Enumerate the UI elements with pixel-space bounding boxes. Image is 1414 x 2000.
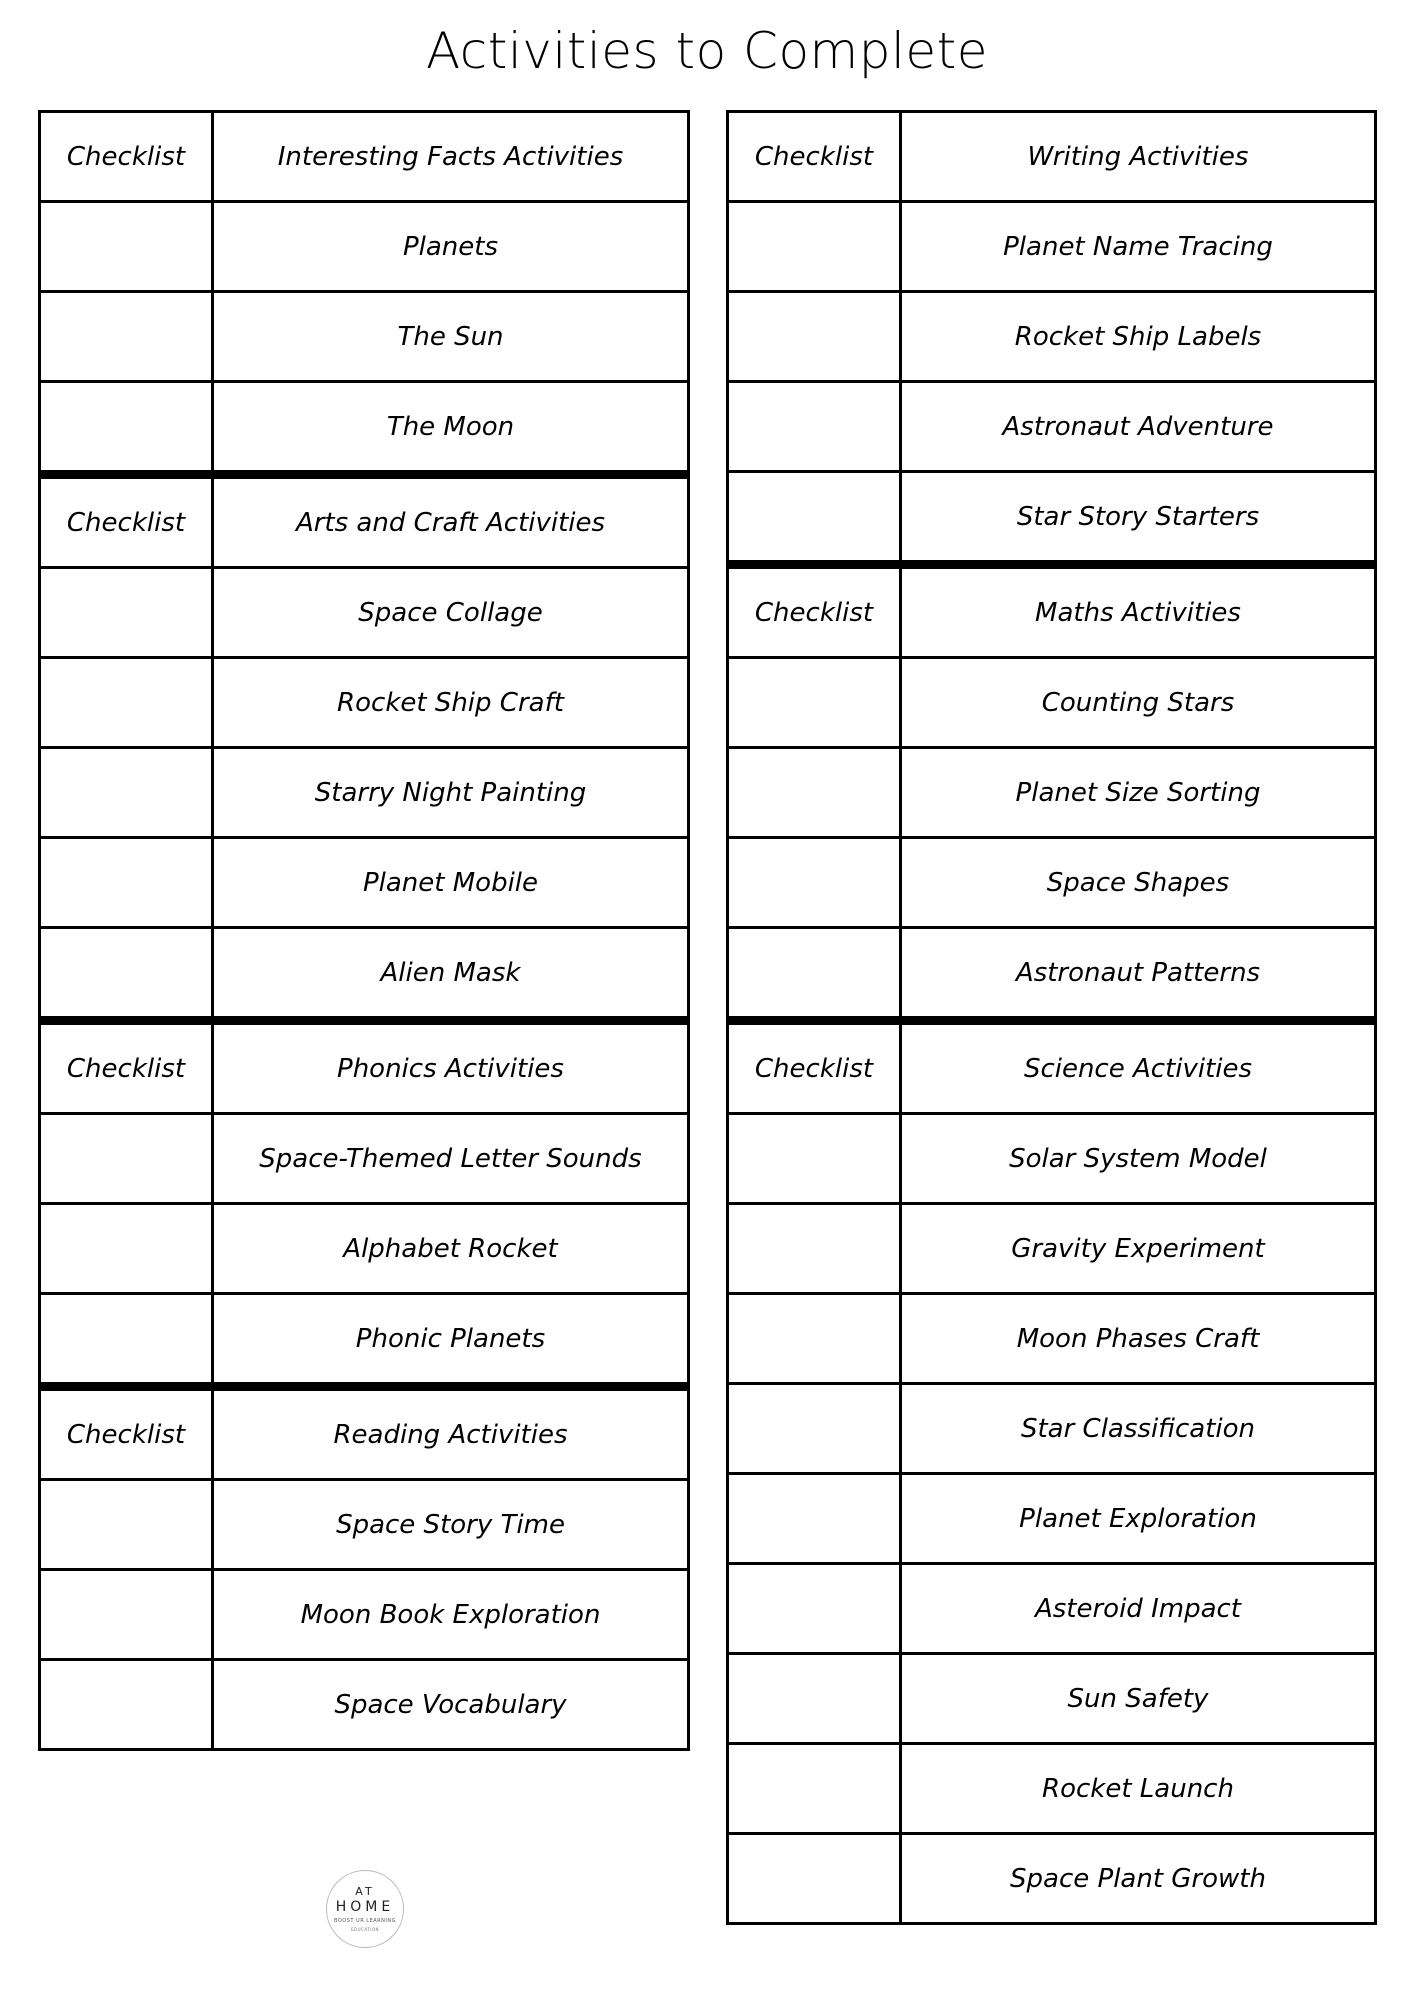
activity-item: Moon Phases Craft xyxy=(901,1294,1376,1384)
logo-line-3: BOOST UR LEARNING xyxy=(334,1918,396,1924)
table-header-row xyxy=(40,476,689,568)
section-heading: Writing Activities xyxy=(901,112,1376,202)
section-heading: Science Activities xyxy=(901,1022,1376,1114)
activity-table xyxy=(38,110,690,473)
checkbox-cell[interactable] xyxy=(40,1204,213,1294)
section-heading: Interesting Facts Activities xyxy=(213,112,689,202)
checkbox-cell[interactable] xyxy=(728,472,901,562)
table-header-row xyxy=(40,112,689,202)
table-row xyxy=(40,1660,689,1750)
activity-item: Star Story Starters xyxy=(901,472,1376,562)
activity-item: Rocket Ship Labels xyxy=(901,292,1376,382)
activity-item: Counting Stars xyxy=(901,658,1376,748)
checklist-header: Checklist xyxy=(40,476,213,568)
table-row xyxy=(728,838,1376,928)
checkbox-cell[interactable] xyxy=(40,838,213,928)
checkbox-cell[interactable] xyxy=(728,1384,901,1474)
table-row xyxy=(728,1294,1376,1384)
table-row xyxy=(728,1474,1376,1564)
activity-item: Gravity Experiment xyxy=(901,1204,1376,1294)
table-header-row xyxy=(40,1022,689,1114)
activity-item: Moon Book Exploration xyxy=(213,1570,689,1660)
table-row xyxy=(40,382,689,472)
activity-item: Alphabet Rocket xyxy=(213,1204,689,1294)
table-row xyxy=(40,568,689,658)
activity-item: Space Shapes xyxy=(901,838,1376,928)
table-row xyxy=(40,202,689,292)
table-row xyxy=(40,748,689,838)
activity-item: Planet Mobile xyxy=(213,838,689,928)
checklist-header: Checklist xyxy=(40,1388,213,1480)
table-row xyxy=(728,1654,1376,1744)
table-header-row xyxy=(40,1388,689,1480)
checkbox-cell[interactable] xyxy=(40,1114,213,1204)
section-heading: Maths Activities xyxy=(901,566,1376,658)
checkbox-cell[interactable] xyxy=(728,658,901,748)
checkbox-cell[interactable] xyxy=(728,382,901,472)
activity-item: Space Plant Growth xyxy=(901,1834,1376,1924)
table-row xyxy=(40,658,689,748)
activity-item: The Moon xyxy=(213,382,689,472)
checkbox-cell[interactable] xyxy=(728,1564,901,1654)
checkbox-cell[interactable] xyxy=(40,748,213,838)
checkbox-cell[interactable] xyxy=(728,1114,901,1204)
activity-item: Rocket Ship Craft xyxy=(213,658,689,748)
checkbox-cell[interactable] xyxy=(728,292,901,382)
table-row xyxy=(40,1570,689,1660)
at-home-logo xyxy=(326,1870,404,1948)
activity-item: Planets xyxy=(213,202,689,292)
table-row xyxy=(40,1114,689,1204)
checklist-header: Checklist xyxy=(728,112,901,202)
section-heading: Reading Activities xyxy=(213,1388,689,1480)
checkbox-cell[interactable] xyxy=(40,382,213,472)
activity-item: Solar System Model xyxy=(901,1114,1376,1204)
checkbox-cell[interactable] xyxy=(728,1654,901,1744)
checkbox-cell[interactable] xyxy=(40,1294,213,1384)
table-row xyxy=(728,1564,1376,1654)
table-row xyxy=(40,1294,689,1384)
activity-item: Astronaut Adventure xyxy=(901,382,1376,472)
table-row xyxy=(40,838,689,928)
page-title: Activities to Complete xyxy=(425,22,989,80)
activity-item: Astronaut Patterns xyxy=(901,928,1376,1018)
table-row xyxy=(728,1204,1376,1294)
activity-item: Planet Exploration xyxy=(901,1474,1376,1564)
checkbox-cell[interactable] xyxy=(40,568,213,658)
activity-item: Planet Name Tracing xyxy=(901,202,1376,292)
table-row xyxy=(728,472,1376,562)
table-header-row xyxy=(728,1022,1376,1114)
table-row xyxy=(728,748,1376,838)
activity-table xyxy=(726,563,1377,1019)
section-heading: Phonics Activities xyxy=(213,1022,689,1114)
activity-table xyxy=(38,473,690,1019)
table-row xyxy=(728,292,1376,382)
activity-table xyxy=(726,1019,1377,1925)
table-row xyxy=(40,292,689,382)
checkbox-cell[interactable] xyxy=(40,1570,213,1660)
activity-item: Planet Size Sorting xyxy=(901,748,1376,838)
checkbox-cell[interactable] xyxy=(728,1834,901,1924)
activity-item: Space Collage xyxy=(213,568,689,658)
table-row xyxy=(728,202,1376,292)
checkbox-cell[interactable] xyxy=(40,202,213,292)
activity-item: Space Vocabulary xyxy=(213,1660,689,1750)
activity-table xyxy=(726,110,1377,563)
right-column xyxy=(726,110,1377,1925)
activity-item: Space-Themed Letter Sounds xyxy=(213,1114,689,1204)
activity-item: Star Classification xyxy=(901,1384,1376,1474)
logo-line-4: EDUCATION xyxy=(350,1927,380,1932)
checkbox-cell[interactable] xyxy=(40,928,213,1018)
checkbox-cell[interactable] xyxy=(40,292,213,382)
activity-item: Sun Safety xyxy=(901,1654,1376,1744)
activity-item: Space Story Time xyxy=(213,1480,689,1570)
table-row xyxy=(728,1744,1376,1834)
activity-item: Asteroid Impact xyxy=(901,1564,1376,1654)
activity-item: Rocket Launch xyxy=(901,1744,1376,1834)
table-row xyxy=(728,928,1376,1018)
checkbox-cell[interactable] xyxy=(40,658,213,748)
checklist-header: Checklist xyxy=(40,1022,213,1114)
table-row xyxy=(728,658,1376,748)
table-header-row xyxy=(728,112,1376,202)
table-header-row xyxy=(728,566,1376,658)
table-row xyxy=(728,382,1376,472)
checklist-header: Checklist xyxy=(728,566,901,658)
left-column xyxy=(38,110,690,1751)
activity-table xyxy=(38,1019,690,1385)
activity-table xyxy=(38,1385,690,1751)
table-row xyxy=(40,928,689,1018)
table-row xyxy=(40,1480,689,1570)
checkbox-cell[interactable] xyxy=(728,202,901,292)
table-row xyxy=(728,1114,1376,1204)
checkbox-cell[interactable] xyxy=(728,1294,901,1384)
table-row xyxy=(728,1834,1376,1924)
checkbox-cell[interactable] xyxy=(40,1660,213,1750)
table-row xyxy=(728,1384,1376,1474)
checkbox-cell[interactable] xyxy=(728,1744,901,1834)
checkbox-cell[interactable] xyxy=(40,1480,213,1570)
activity-item: Starry Night Painting xyxy=(213,748,689,838)
checklist-header: Checklist xyxy=(40,112,213,202)
activity-item: Alien Mask xyxy=(213,928,689,1018)
table-row xyxy=(40,1204,689,1294)
checklist-header: Checklist xyxy=(728,1022,901,1114)
logo-line-1: AT xyxy=(355,1885,375,1898)
checkbox-cell[interactable] xyxy=(728,1204,901,1294)
checkbox-cell[interactable] xyxy=(728,838,901,928)
checkbox-cell[interactable] xyxy=(728,928,901,1018)
activity-item: The Sun xyxy=(213,292,689,382)
logo-line-2: HOME xyxy=(335,1899,395,1915)
activity-item: Phonic Planets xyxy=(213,1294,689,1384)
section-heading: Arts and Craft Activities xyxy=(213,476,689,568)
checkbox-cell[interactable] xyxy=(728,748,901,838)
checkbox-cell[interactable] xyxy=(728,1474,901,1564)
